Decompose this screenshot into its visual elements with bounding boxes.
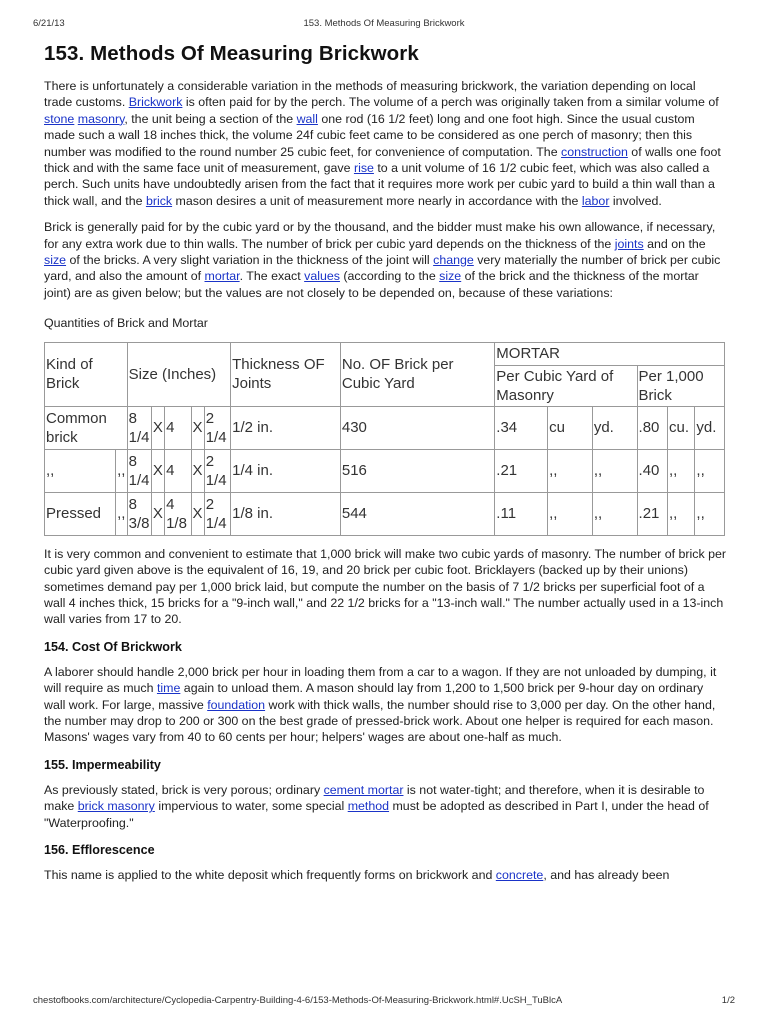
link-labor[interactable]: labor: [581, 193, 610, 208]
cell-mortar-yard-unit1: cu: [548, 406, 593, 449]
table-row: [45, 492, 725, 535]
text: to a unit volume of 16 1/2 cubic feet, which was also called a perch. Such units have undoubtedly arisen from the fact that it requires more work per cubic yard to build a thin wall than a thick wall, and the: [44, 161, 715, 208]
paragraph-intro: [44, 78, 727, 209]
text: There is unfortunately a considerable variation in the methods of measuring brickwork, the variation depending on local trade customs.: [44, 79, 696, 110]
link-values[interactable]: values: [304, 269, 340, 284]
link-time[interactable]: time: [156, 681, 181, 696]
paragraph-estimate: It is very common and convenient to estimate that 1,000 brick will make two cubic yards of masonry. The number of brick per cubic yard given above is the equivalent of 16, 19, and 20 brick per cubic foot. Bricklayers (backed up by their unions) sometimes demand pay per 1,000 brick laid, but compute the number on the basis of 7 1/2 bricks per superficial foot of a wall 4 inches thick, 15 bricks for a "9-inch wall," and 22 1/2 bricks for a "13-inch wall." The number actually used in a 13-inch wall varies from 17 to 20.: [44, 546, 727, 627]
cell-number: 430: [340, 406, 494, 449]
text: A laborer should handle 2,000 brick per hour in loading them from a car to a wagon. If they are not unloaded by dumping, it will require as much: [44, 664, 717, 696]
link-size-2[interactable]: size: [439, 269, 462, 284]
cell-width: 4: [165, 406, 191, 449]
cell-kind: ,,: [45, 449, 116, 492]
text: of the bricks. A very slight variation in the thickness of the joint will: [66, 253, 434, 268]
link-size[interactable]: size: [44, 253, 67, 268]
cell-mortar-yard-unit2: ,,: [592, 492, 637, 535]
text: of the brick and the thickness of the mortar joint) are as given below; but the values are not closely to be depended on, because of these variations:: [44, 269, 699, 300]
cell-mortar-1000-unit1: ,,: [668, 449, 695, 492]
cell-length: 8 1/4: [127, 449, 151, 492]
header-size: Size (Inches): [127, 342, 230, 406]
cell-number: 516: [340, 449, 494, 492]
text: (according to the: [339, 269, 440, 284]
header-per-1000: Per 1,000 Brick: [637, 365, 724, 406]
text: one rod (16 1/2 feet) long and one foot high. Since the usual custom made such a wall 18 inches thick, the volume 24f cubic feet came to be considered as one perch of masonry; then this number was modified to the round number 25 cubic feet, for convenience of computation. The: [44, 111, 695, 159]
cell-ditto: ,,: [116, 449, 128, 492]
table-caption: Quantities of Brick and Mortar: [44, 316, 208, 331]
text: This name is applied to the white deposit which frequently forms on brickwork and: [44, 867, 496, 882]
link-brick[interactable]: brick: [145, 193, 173, 208]
heading-155: 155. Impermeability: [44, 757, 161, 772]
cell-height: 2 1/4: [204, 492, 230, 535]
cell-mortar-1000-unit2: ,,: [695, 449, 725, 492]
page-number: 1/2: [721, 995, 735, 1006]
text: impervious to water, some special: [154, 799, 348, 814]
cell-x: X: [191, 492, 204, 535]
cell-length: 8 3/8: [127, 492, 151, 535]
text: is not water-tight; and therefore, when it is desirable to make: [44, 782, 705, 814]
cell-mortar-yard-unit2: yd.: [592, 406, 637, 449]
link-foundation[interactable]: foundation: [207, 697, 266, 712]
link-concrete[interactable]: concrete: [495, 867, 544, 882]
quantities-table: [44, 342, 725, 536]
link-cement-mortar[interactable]: cement mortar: [323, 782, 404, 797]
header-per-cubic-yard: Per Cubic Yard of Masonry: [495, 365, 637, 406]
cell-kind: Pressed: [45, 492, 116, 535]
link-stone[interactable]: stone: [44, 111, 75, 126]
text: involved.: [609, 193, 662, 208]
print-doc-title: 153. Methods Of Measuring Brickwork: [303, 18, 465, 29]
cell-kind: Common brick: [45, 406, 128, 449]
table-row: [45, 449, 725, 492]
heading-154: 154. Cost Of Brickwork: [44, 639, 182, 654]
cell-mortar-yard-unit2: ,,: [592, 449, 637, 492]
heading-156: 156. Efflorescence: [44, 842, 155, 857]
cell-mortar-yard-value: .34: [495, 406, 548, 449]
text: mason desires a unit of measurement more nearly in accordance with the: [172, 193, 582, 208]
paragraph-impermeability: [44, 782, 727, 831]
cell-length: 8 1/4: [127, 406, 151, 449]
header-number: No. OF Brick per Cubic Yard: [340, 342, 494, 406]
header-kind: Kind of Brick: [45, 342, 128, 406]
text: Brick is generally paid for by the cubic yard or by the thousand, and the bidder must make his own allowance, if necessary, for any extra work due to thin walls. The number of brick per cubic yard depends on the thickness of the: [44, 220, 716, 251]
text: As previously stated, brick is very porous; ordinary: [44, 782, 324, 797]
print-url: chestofbooks.com/architecture/Cyclopedia-Carpentry-Building-4-6/153-Methods-Of-Measuring-Brickwork.html#.UcSH_TuBlcA: [33, 995, 563, 1006]
article: [44, 42, 727, 893]
cell-x: X: [151, 406, 164, 449]
link-rise[interactable]: rise: [353, 161, 374, 176]
text: and on the: [643, 236, 706, 251]
cell-mortar-1000-unit2: yd.: [695, 406, 725, 449]
cell-ditto: ,,: [116, 492, 128, 535]
cell-x: X: [191, 406, 204, 449]
link-construction[interactable]: construction: [561, 144, 628, 159]
link-brickwork[interactable]: Brickwork: [128, 95, 183, 110]
cell-x: X: [191, 449, 204, 492]
link-brick-masonry[interactable]: brick masonry: [77, 799, 155, 814]
cell-height: 2 1/4: [204, 449, 230, 492]
cell-width: 4: [165, 449, 191, 492]
link-joints[interactable]: joints: [614, 236, 644, 251]
header-thickness: Thickness OF Joints: [231, 342, 341, 406]
paragraph-payment: [44, 219, 727, 301]
header-mortar: MORTAR: [495, 342, 725, 365]
link-masonry[interactable]: masonry: [77, 111, 125, 126]
cell-x: X: [151, 449, 164, 492]
text: , and has already been: [543, 867, 670, 882]
cell-height: 2 1/4: [204, 406, 230, 449]
cell-mortar-yard-value: .11: [495, 492, 548, 535]
text: , the unit being a section of the: [124, 111, 297, 126]
text: again to unload them. A mason should lay from 1,200 to 1,500 brick per 9-hour day on ordinary wall work. For large, massive: [44, 681, 704, 712]
paragraph-efflorescence: [44, 867, 727, 883]
link-method[interactable]: method: [347, 799, 390, 814]
text: of walls one foot thick and with the same face unit of measurement, gave: [44, 144, 721, 176]
page-title: 153. Methods Of Measuring Brickwork: [44, 42, 419, 65]
cell-joint: 1/2 in.: [231, 406, 341, 449]
link-change[interactable]: change: [433, 253, 474, 268]
text: . The exact: [239, 269, 305, 284]
cell-mortar-1000-unit2: ,,: [695, 492, 725, 535]
text: work with thick walls, the number should rise to 3,000 per day. On the other hand, the number may drop to 200 or 300 on the best grade of pressed-brick work. About one helper is required for each mason. Masons' wages vary from 40 to 60 cents per hour; helpers' wages are about one-half as much.: [44, 697, 716, 745]
cell-mortar-1000-unit1: ,,: [668, 492, 695, 535]
table-header-row: [45, 342, 725, 365]
paragraph-cost: [44, 664, 727, 746]
text: is often paid for by the perch. The volume of a perch was originally taken from a similar volume of: [182, 95, 719, 110]
cell-mortar-yard-value: .21: [495, 449, 548, 492]
cell-mortar-1000-value: .80: [637, 406, 667, 449]
cell-mortar-yard-unit1: ,,: [548, 492, 593, 535]
table-row: [45, 406, 725, 449]
link-mortar[interactable]: mortar: [204, 269, 240, 284]
cell-number: 544: [340, 492, 494, 535]
text: very materially the number of brick per cubic yard, and also the amount of: [44, 253, 721, 284]
cell-mortar-yard-unit1: ,,: [548, 449, 593, 492]
cell-joint: 1/8 in.: [231, 492, 341, 535]
cell-width: 4 1/8: [165, 492, 191, 535]
text: must be adopted as described in Part I, under the head of "Waterproofing.": [44, 799, 709, 830]
cell-joint: 1/4 in.: [231, 449, 341, 492]
cell-mortar-1000-value: .40: [637, 449, 667, 492]
cell-mortar-1000-value: .21: [637, 492, 667, 535]
cell-mortar-1000-unit1: cu.: [668, 406, 695, 449]
print-date: 6/21/13: [33, 18, 65, 29]
cell-x: X: [151, 492, 164, 535]
link-wall[interactable]: wall: [296, 111, 318, 126]
